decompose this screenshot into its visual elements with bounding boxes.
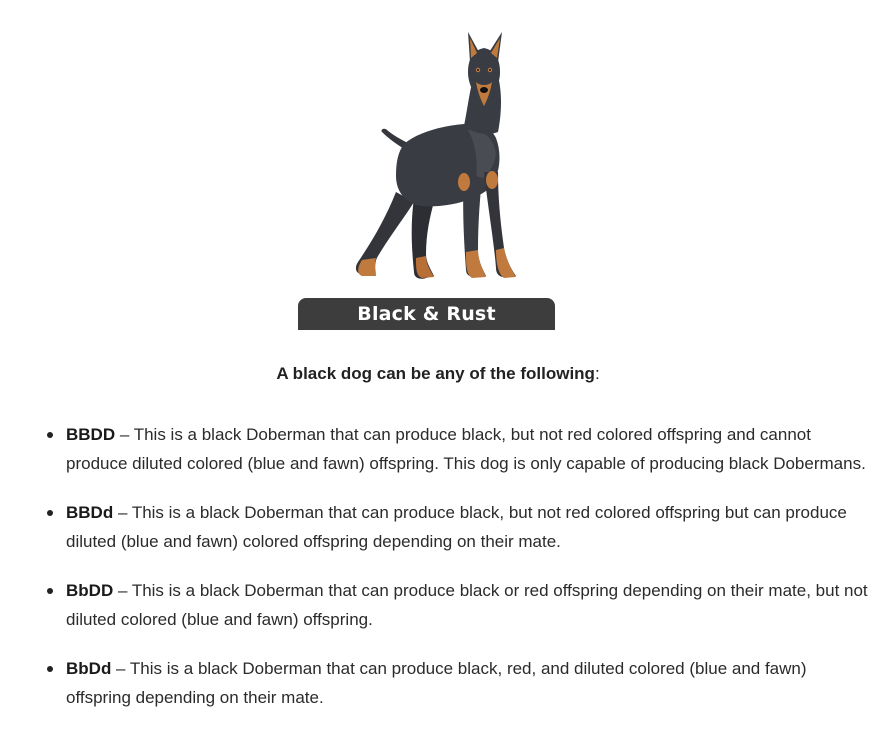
list-item xyxy=(66,576,876,634)
bullet xyxy=(47,588,53,594)
intro-colon: : xyxy=(594,364,600,383)
genotype-code: BBDd xyxy=(66,503,114,522)
genotype-description: – This is a black Doberman that can produce black or red offspring depending on their mate, but not diluted colored (blue and fawn) offspring. xyxy=(66,581,868,629)
list-item xyxy=(66,498,876,556)
genotype-list xyxy=(30,420,876,732)
list-item xyxy=(66,420,876,478)
genotype-description: – This is a black Doberman that can produce black, but not red colored offspring and cannot produce diluted colored (blue and fawn) offspring. This dog is only capable of producing black Dobermans. xyxy=(66,425,866,473)
bullet xyxy=(47,510,53,516)
list-item xyxy=(66,654,876,712)
genotype-description: – This is a black Doberman that can produce black, but not red colored offspring but can produce diluted (blue and fawn) colored offspring depending on their mate. xyxy=(66,503,847,551)
image-caption: Black & Rust xyxy=(298,298,555,330)
intro-heading xyxy=(0,364,876,384)
genotype-code: BBDD xyxy=(66,425,116,444)
doberman-illustration xyxy=(318,22,538,300)
genotype-description: – This is a black Doberman that can produce black, red, and diluted colored (blue and fawn) offspring depending on their mate. xyxy=(66,659,807,707)
doberman-figure xyxy=(298,22,556,332)
bullet xyxy=(47,432,53,438)
bullet xyxy=(47,666,53,672)
intro-text: A black dog can be any of the following xyxy=(276,364,595,383)
genotype-code: BbDD xyxy=(66,581,114,600)
genotype-code: BbDd xyxy=(66,659,112,678)
